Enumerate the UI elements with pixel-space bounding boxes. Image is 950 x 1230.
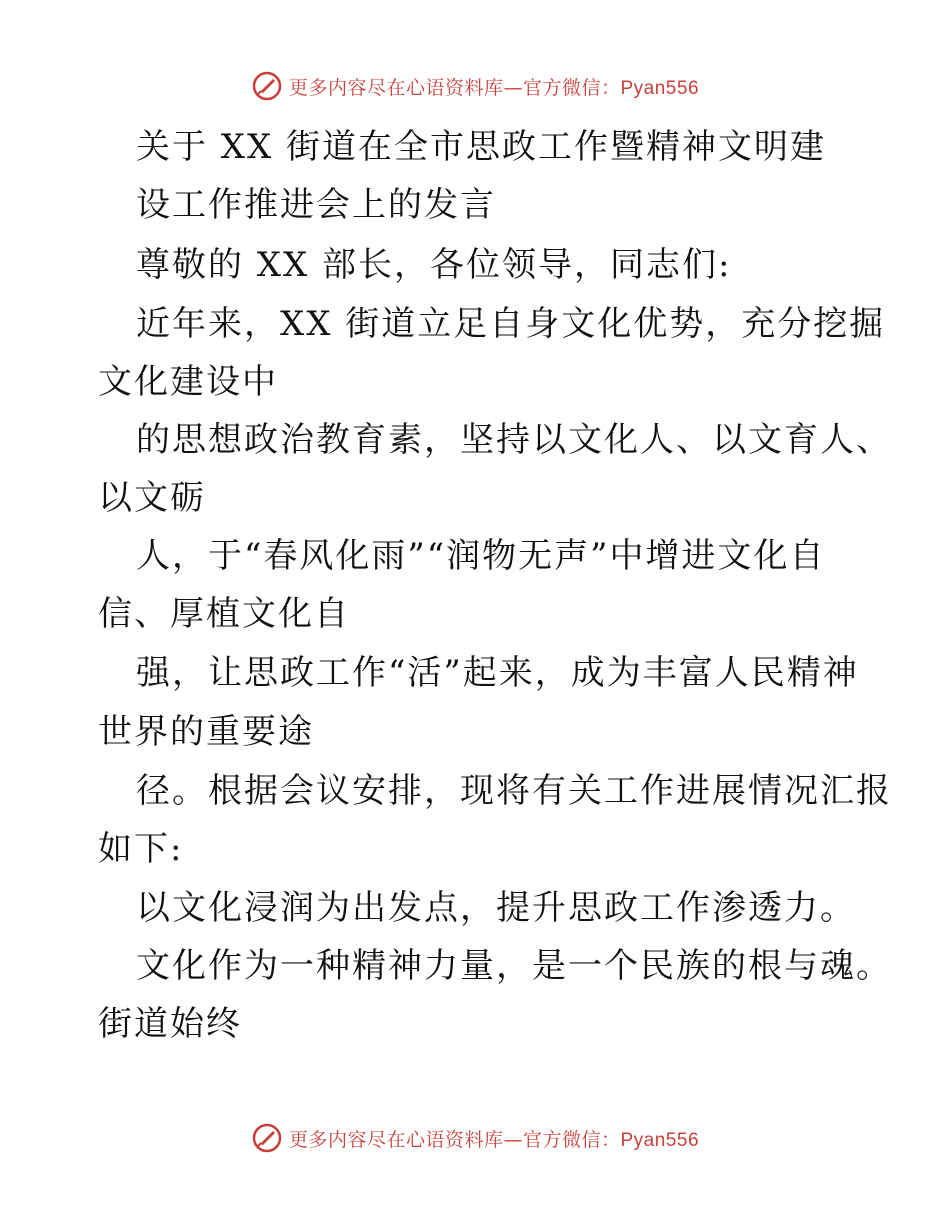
- watermark-separator: —: [503, 76, 523, 99]
- body-line: 近年来，XX 街道立足自身文化优势，充分挖掘: [136, 304, 886, 344]
- watermark-wechat-id: Pyan556: [620, 77, 700, 99]
- watermark-wechat-label: 官方微信：: [522, 76, 621, 99]
- body-line: 以文砺: [98, 478, 206, 518]
- body-line: 径。根据会议安排，现将有关工作进展情况汇报: [136, 771, 892, 811]
- watermark-wechat-label: 官方微信：: [522, 1128, 621, 1151]
- body-line: 的思想政治教育素，坚持以文化人、以文育人、: [136, 420, 892, 460]
- watermark-main-text: 更多内容尽在心语资料库: [288, 76, 504, 99]
- body-line: 文化作为一种精神力量，是一个民族的根与魂。: [136, 946, 892, 986]
- quill-logo-icon: [251, 70, 283, 102]
- body-line: 文化建设中: [98, 362, 278, 402]
- body-line: 强，让思政工作“活”起来，成为丰富人民精神: [136, 653, 859, 693]
- watermark-separator: —: [503, 1128, 523, 1151]
- watermark-main-text: 更多内容尽在心语资料库: [288, 1128, 504, 1151]
- header-watermark: [0, 70, 950, 102]
- quill-logo-icon: [251, 1122, 283, 1154]
- body-line: 世界的重要途: [98, 712, 314, 752]
- body-line: 以文化浸润为出发点，提升思政工作渗透力。: [136, 888, 856, 928]
- watermark-text: [289, 1125, 699, 1152]
- body-line: 如下:: [98, 829, 184, 869]
- document-title-line-2: 设工作推进会上的发言: [136, 185, 496, 225]
- watermark-text: [289, 73, 699, 100]
- footer-watermark: [0, 1122, 950, 1154]
- document-title-line-1: 关于 XX 街道在全市思政工作暨精神文明建: [136, 127, 827, 167]
- document-salutation: 尊敬的 XX 部长，各位领导，同志们:: [136, 245, 732, 285]
- watermark-wechat-id: Pyan556: [620, 1129, 700, 1151]
- body-line: 人，于“春风化雨”“润物无声”中增进文化自: [136, 536, 826, 576]
- body-line: 街道始终: [98, 1004, 242, 1044]
- body-line: 信、厚植文化自: [98, 594, 350, 634]
